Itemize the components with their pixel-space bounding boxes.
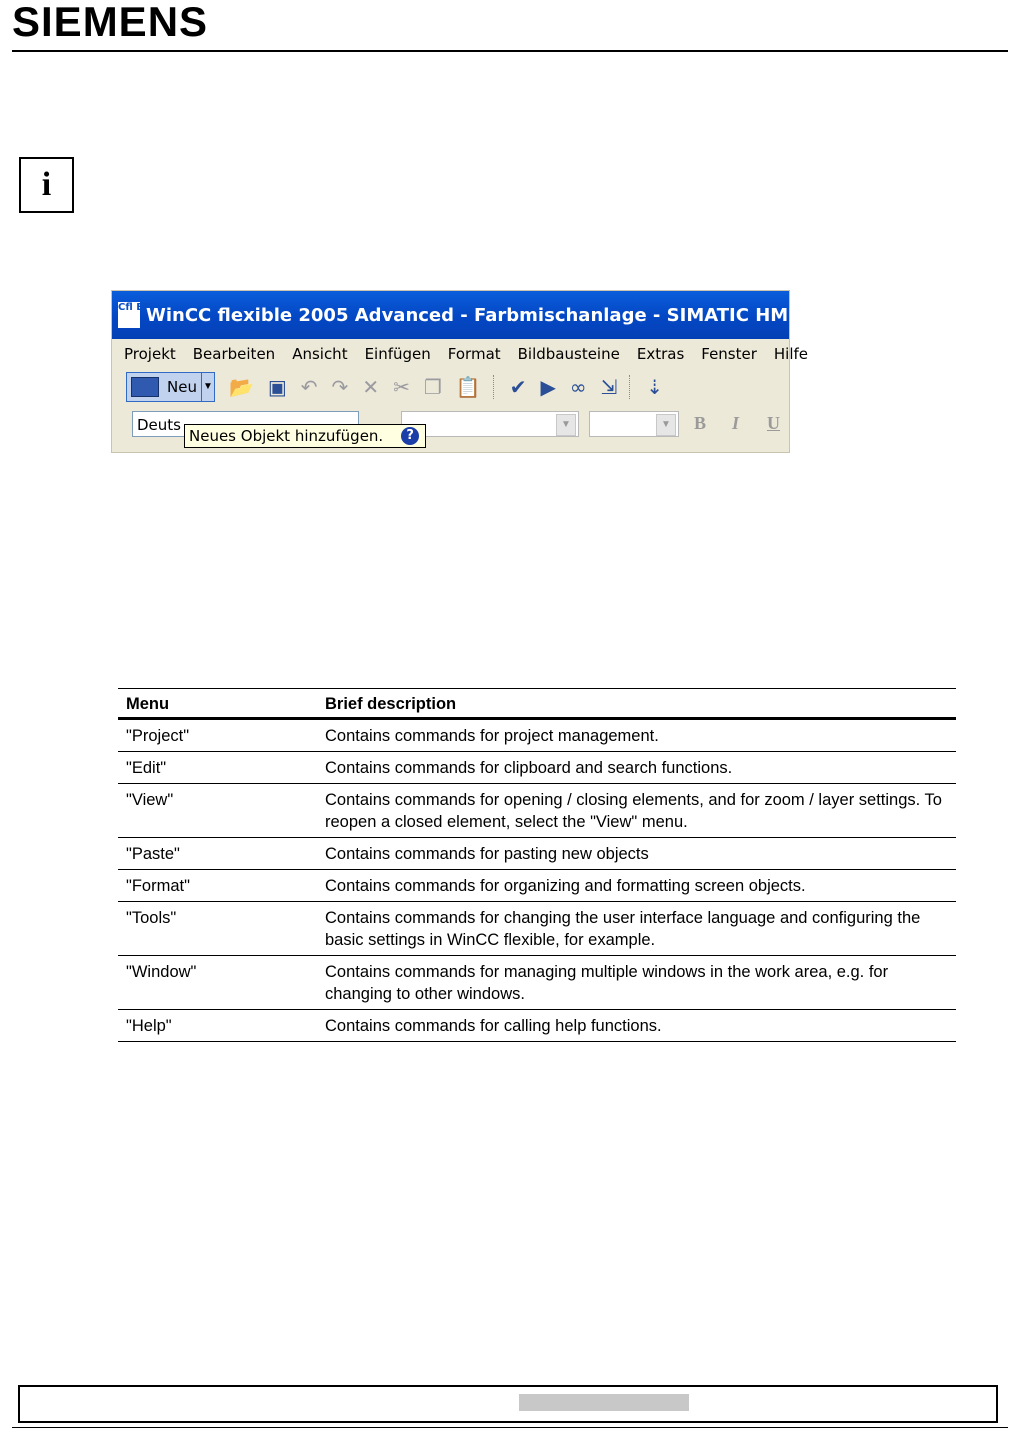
menu-einfuegen[interactable]: Einfügen: [364, 345, 431, 363]
description-cell: Contains commands for clipboard and search functions.: [317, 752, 956, 784]
cut-icon[interactable]: ✂: [393, 375, 410, 399]
menu-extras[interactable]: Extras: [636, 345, 685, 363]
menu-format[interactable]: Format: [447, 345, 501, 363]
tooltip-text: Neues Objekt hinzufügen.: [189, 427, 384, 445]
table-header-row: [118, 689, 956, 719]
screen-icon: [131, 377, 159, 397]
window-titlebar: [112, 291, 845, 339]
menu-bearbeiten[interactable]: Bearbeiten: [192, 345, 276, 363]
footer-rule: [12, 1427, 1008, 1428]
menu-cell: "Window": [118, 956, 317, 1010]
table-row: [118, 902, 956, 956]
underline-button[interactable]: U: [767, 413, 780, 433]
description-cell: Contains commands for managing multiple windows in the work area, e.g. for changing to other windows.: [317, 956, 956, 1010]
table-row: [118, 870, 956, 902]
menu-ansicht[interactable]: Ansicht: [292, 345, 348, 363]
delete-icon[interactable]: ✕: [362, 375, 380, 399]
menu-cell: "Project": [118, 719, 317, 752]
menu-cell: "Format": [118, 870, 317, 902]
italic-button[interactable]: I: [732, 413, 740, 433]
table-row: [118, 1010, 956, 1042]
footer-gray-bar: [519, 1394, 689, 1411]
menu-bildbausteine[interactable]: Bildbausteine: [517, 345, 620, 363]
description-cell: Contains commands for pasting new objects: [317, 838, 956, 870]
language-combo[interactable]: Deuts: [132, 411, 359, 437]
redo-icon[interactable]: ↷: [331, 375, 349, 399]
main-toolbar: [112, 369, 789, 405]
chevron-down-icon[interactable]: ▼: [656, 414, 676, 436]
column-header-description: Brief description: [317, 689, 956, 719]
menu-cell: "Edit": [118, 752, 317, 784]
footer-box: [18, 1385, 998, 1423]
menu-bar: [112, 339, 809, 369]
menu-cell: "Tools": [118, 902, 317, 956]
description-cell: Contains commands for changing the user interface language and configuring the basic settings in WinCC flexible, for example.: [317, 902, 956, 956]
table-row: [118, 752, 956, 784]
menu-cell: "View": [118, 784, 317, 838]
menu-hilfe[interactable]: Hilfe: [773, 345, 809, 363]
siemens-logo: SIEMENS: [12, 0, 209, 45]
description-cell: Contains commands for opening / closing elements, and for zoom / layer settings. To reopen a closed element, select the "View" menu.: [317, 784, 956, 838]
save-icon[interactable]: ▣: [267, 375, 287, 399]
table-row: [118, 784, 956, 838]
font-combo[interactable]: [401, 411, 579, 437]
paste-icon[interactable]: 📋: [455, 375, 481, 399]
bold-button[interactable]: B: [694, 413, 707, 433]
menu-fenster[interactable]: Fenster: [701, 345, 757, 363]
table-row: [118, 719, 956, 752]
menu-cell: "Help": [118, 1010, 317, 1042]
table-row: [118, 956, 956, 1010]
new-object-button[interactable]: [126, 372, 202, 402]
copy-icon[interactable]: ❐: [423, 375, 442, 399]
simulate-icon[interactable]: ∞: [569, 375, 587, 399]
new-dropdown-button[interactable]: ▼: [202, 372, 215, 402]
download-icon[interactable]: ⇣: [646, 375, 664, 399]
wincc-screenshot: [111, 290, 845, 453]
menu-description-table: [118, 688, 956, 1042]
new-button-label: Neu: [167, 378, 197, 396]
transfer-icon[interactable]: ⇲: [600, 375, 618, 399]
wincc-app-icon: Cfl ES: [118, 302, 140, 328]
chevron-down-icon[interactable]: ▼: [556, 414, 576, 436]
toolbar-separator: [629, 375, 632, 399]
tooltip: [184, 424, 426, 448]
check-icon[interactable]: ✔: [509, 375, 527, 399]
info-icon: i: [19, 157, 74, 213]
toolbar-separator: [493, 375, 496, 399]
column-header-menu: Menu: [118, 689, 317, 719]
menu-projekt[interactable]: Projekt: [124, 345, 176, 363]
font-size-combo[interactable]: [589, 411, 679, 437]
header-rule: [12, 50, 1008, 52]
window-title: WinCC flexible 2005 Advanced - Farbmischanlage - SIMATIC HMI-Stat: [146, 304, 845, 326]
undo-icon[interactable]: ↶: [300, 375, 318, 399]
description-cell: Contains commands for organizing and formatting screen objects.: [317, 870, 956, 902]
description-cell: Contains commands for calling help functions.: [317, 1010, 956, 1042]
open-folder-icon[interactable]: 📂: [228, 375, 254, 399]
menu-cell: "Paste": [118, 838, 317, 870]
description-cell: Contains commands for project management.: [317, 719, 956, 752]
runtime-icon[interactable]: ▶: [540, 375, 556, 399]
help-icon[interactable]: ?: [401, 427, 419, 445]
table-row: [118, 838, 956, 870]
